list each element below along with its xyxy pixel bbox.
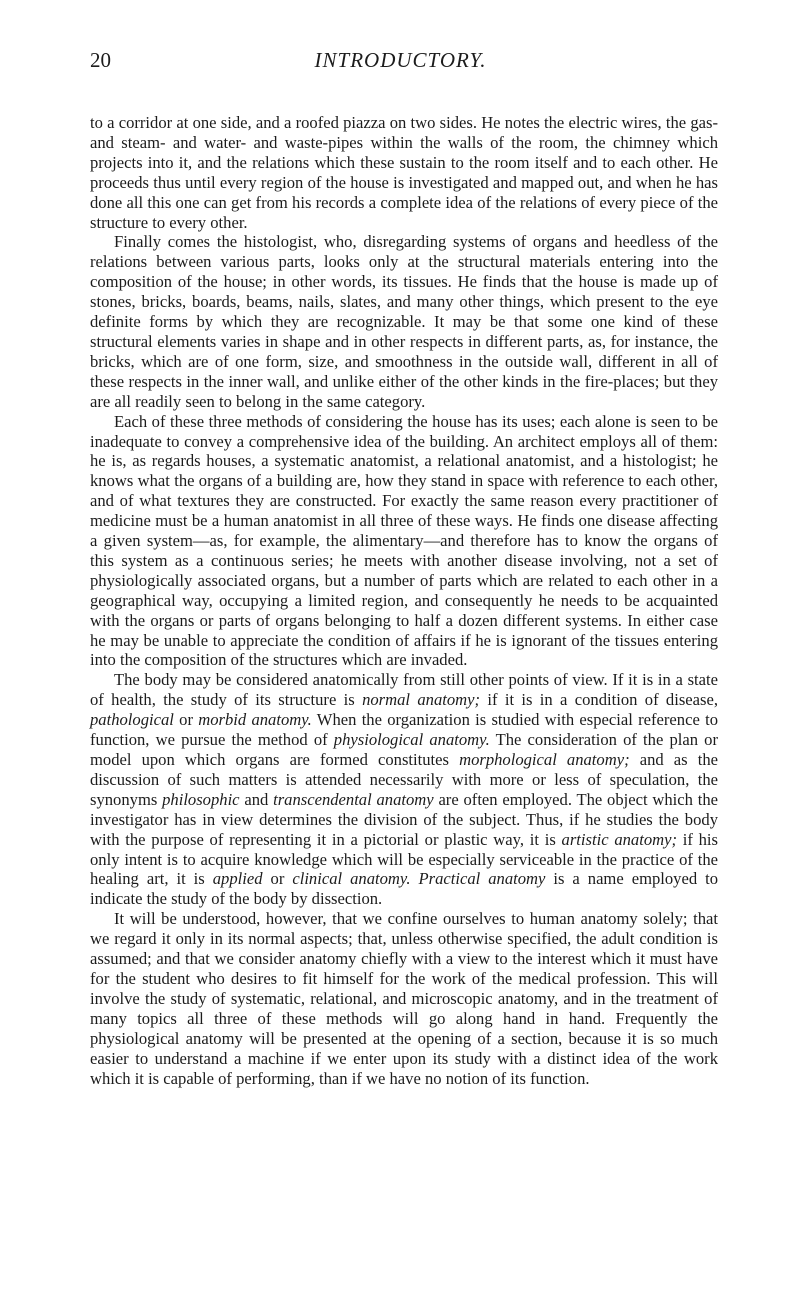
body-text bbox=[90, 113, 718, 1088]
running-head: INTRODUCTORY. bbox=[314, 48, 487, 72]
italic-term: transcendental anatomy bbox=[273, 789, 434, 809]
paragraph-points-of-view: The body may be considered anatomically from still other points of view. If it is in a state of health, the study of its structure is normal anatomy; if it is in a condition of disease, pathological or morbid anatomy. When the organization is studied with especial reference to function, we pursue the method of physiological anatomy. The consideration of the plan or model upon which organs are formed constitutes morphological anatomy; and as the discussion of such matters is attended necessarily with more or less of speculation, the synonyms philosophic and transcendental anatomy are often employed. The object which the investigator has in view determines the division of the subject. Thus, if he studies the body with the purpose of representing it in a pictorial or plastic way, it is artistic anatomy; if his only intent is to acquire knowledge which will be especially serviceable in the practice of the healing art, it is applied or clinical anatomy. Practical anatomy is a name employed to indicate the study of the body by dissection. bbox=[90, 670, 719, 909]
italic-term: physiological anatomy. bbox=[333, 730, 490, 750]
italic-term: normal anatomy; bbox=[362, 690, 481, 710]
italic-term: morphological anatomy; bbox=[459, 750, 630, 769]
italic-term: artistic anatomy; bbox=[561, 829, 677, 849]
italic-term: pathological bbox=[90, 710, 174, 730]
paragraph-three-methods: Each of these three methods of considering the house has its uses; each alone is seen to be inadequate to convey a comprehensive idea of the building. An architect employs all of them: he is, as regards houses, a systematic anatomist, a relational anatomist, and a histologist; he knows what the organs of a building are, how they stand in space with reference to each other, and of what textures they are constructed. For exactly the same reason every practitioner of medicine must be a human anatomist in all three of these ways. He finds one disease affecting a given system—as, for example, the alimentary—and therefore has to know the organs of this system as a continuous series; he meets with another disease involving, not a set of physiologically associated organs, but a number of parts which are related to each other in a geographical way, occupying a limited region, and consequently he needs to be acquainted with the organs or parts of organs belonging to half a dozen different systems. In either case he may be unable to appreciate the condition of affairs if he is ignorant of the tissues entering into the composition of the structures which are invaded. bbox=[90, 411, 718, 670]
italic-term: morbid anatomy. bbox=[198, 710, 312, 730]
page-number: 20 bbox=[90, 48, 111, 72]
italic-term: philosophic bbox=[162, 789, 240, 809]
italic-term: Practical anatomy bbox=[418, 869, 546, 889]
italic-term: applied bbox=[212, 869, 263, 889]
paragraph-histologist: Finally comes the histologist, who, disregarding systems of organs and heedless of the relations between various parts, looks only at the structural materials entering into the composition of the house; in other words, its tissues. He finds that the house is made up of stones, bricks, boards, beams, nails, slates, and many other things, which present to the eye definite forms by which they are recognizable. It may be that some one kind of these structural elements varies in shape and in other respects in different parts, as, for instance, the bricks, which are of one form, size, and smoothness in the outside wall, different in all of these respects in the inner wall, and unlike either of the other kinds in the fire-places; but they are all readily seen to belong in the same category. bbox=[90, 232, 718, 411]
italic-term: clinical anatomy. bbox=[292, 869, 411, 889]
page-header bbox=[90, 48, 711, 78]
paragraph-continuation: to a corridor at one side, and a roofed piazza on two sides. He notes the electric wires, the gas- and steam- and water- and waste-pipes within the walls of the room, the chimney which projects into it, and the relations which these sustain to the room itself and to each other. He proceeds thus until every region of the house is investigated and mapped out, and when he has done all this one can get from his records a complete idea of the relations of every piece of the structure to every other. bbox=[90, 113, 718, 232]
paragraph-scope: It will be understood, however, that we confine ourselves to human anatomy solely; that we regard it only in its normal aspects; that, unless otherwise specified, the adult condition is assumed; and that we consider anatomy chiefly with a view to the interest which it must have for the student who desires to fit himself for the work of the medical profession. This will involve the study of systematic, relational, and microscopic anatomy, and in the treatment of many topics all three of these methods will go along hand in hand. Frequently the physiological anatomy will be presented at the opening of a section, because it is so much easier to understand a machine if we enter upon its study with a distinct idea of the work which it is capable of performing, than if we have no notion of its function. bbox=[90, 909, 718, 1088]
